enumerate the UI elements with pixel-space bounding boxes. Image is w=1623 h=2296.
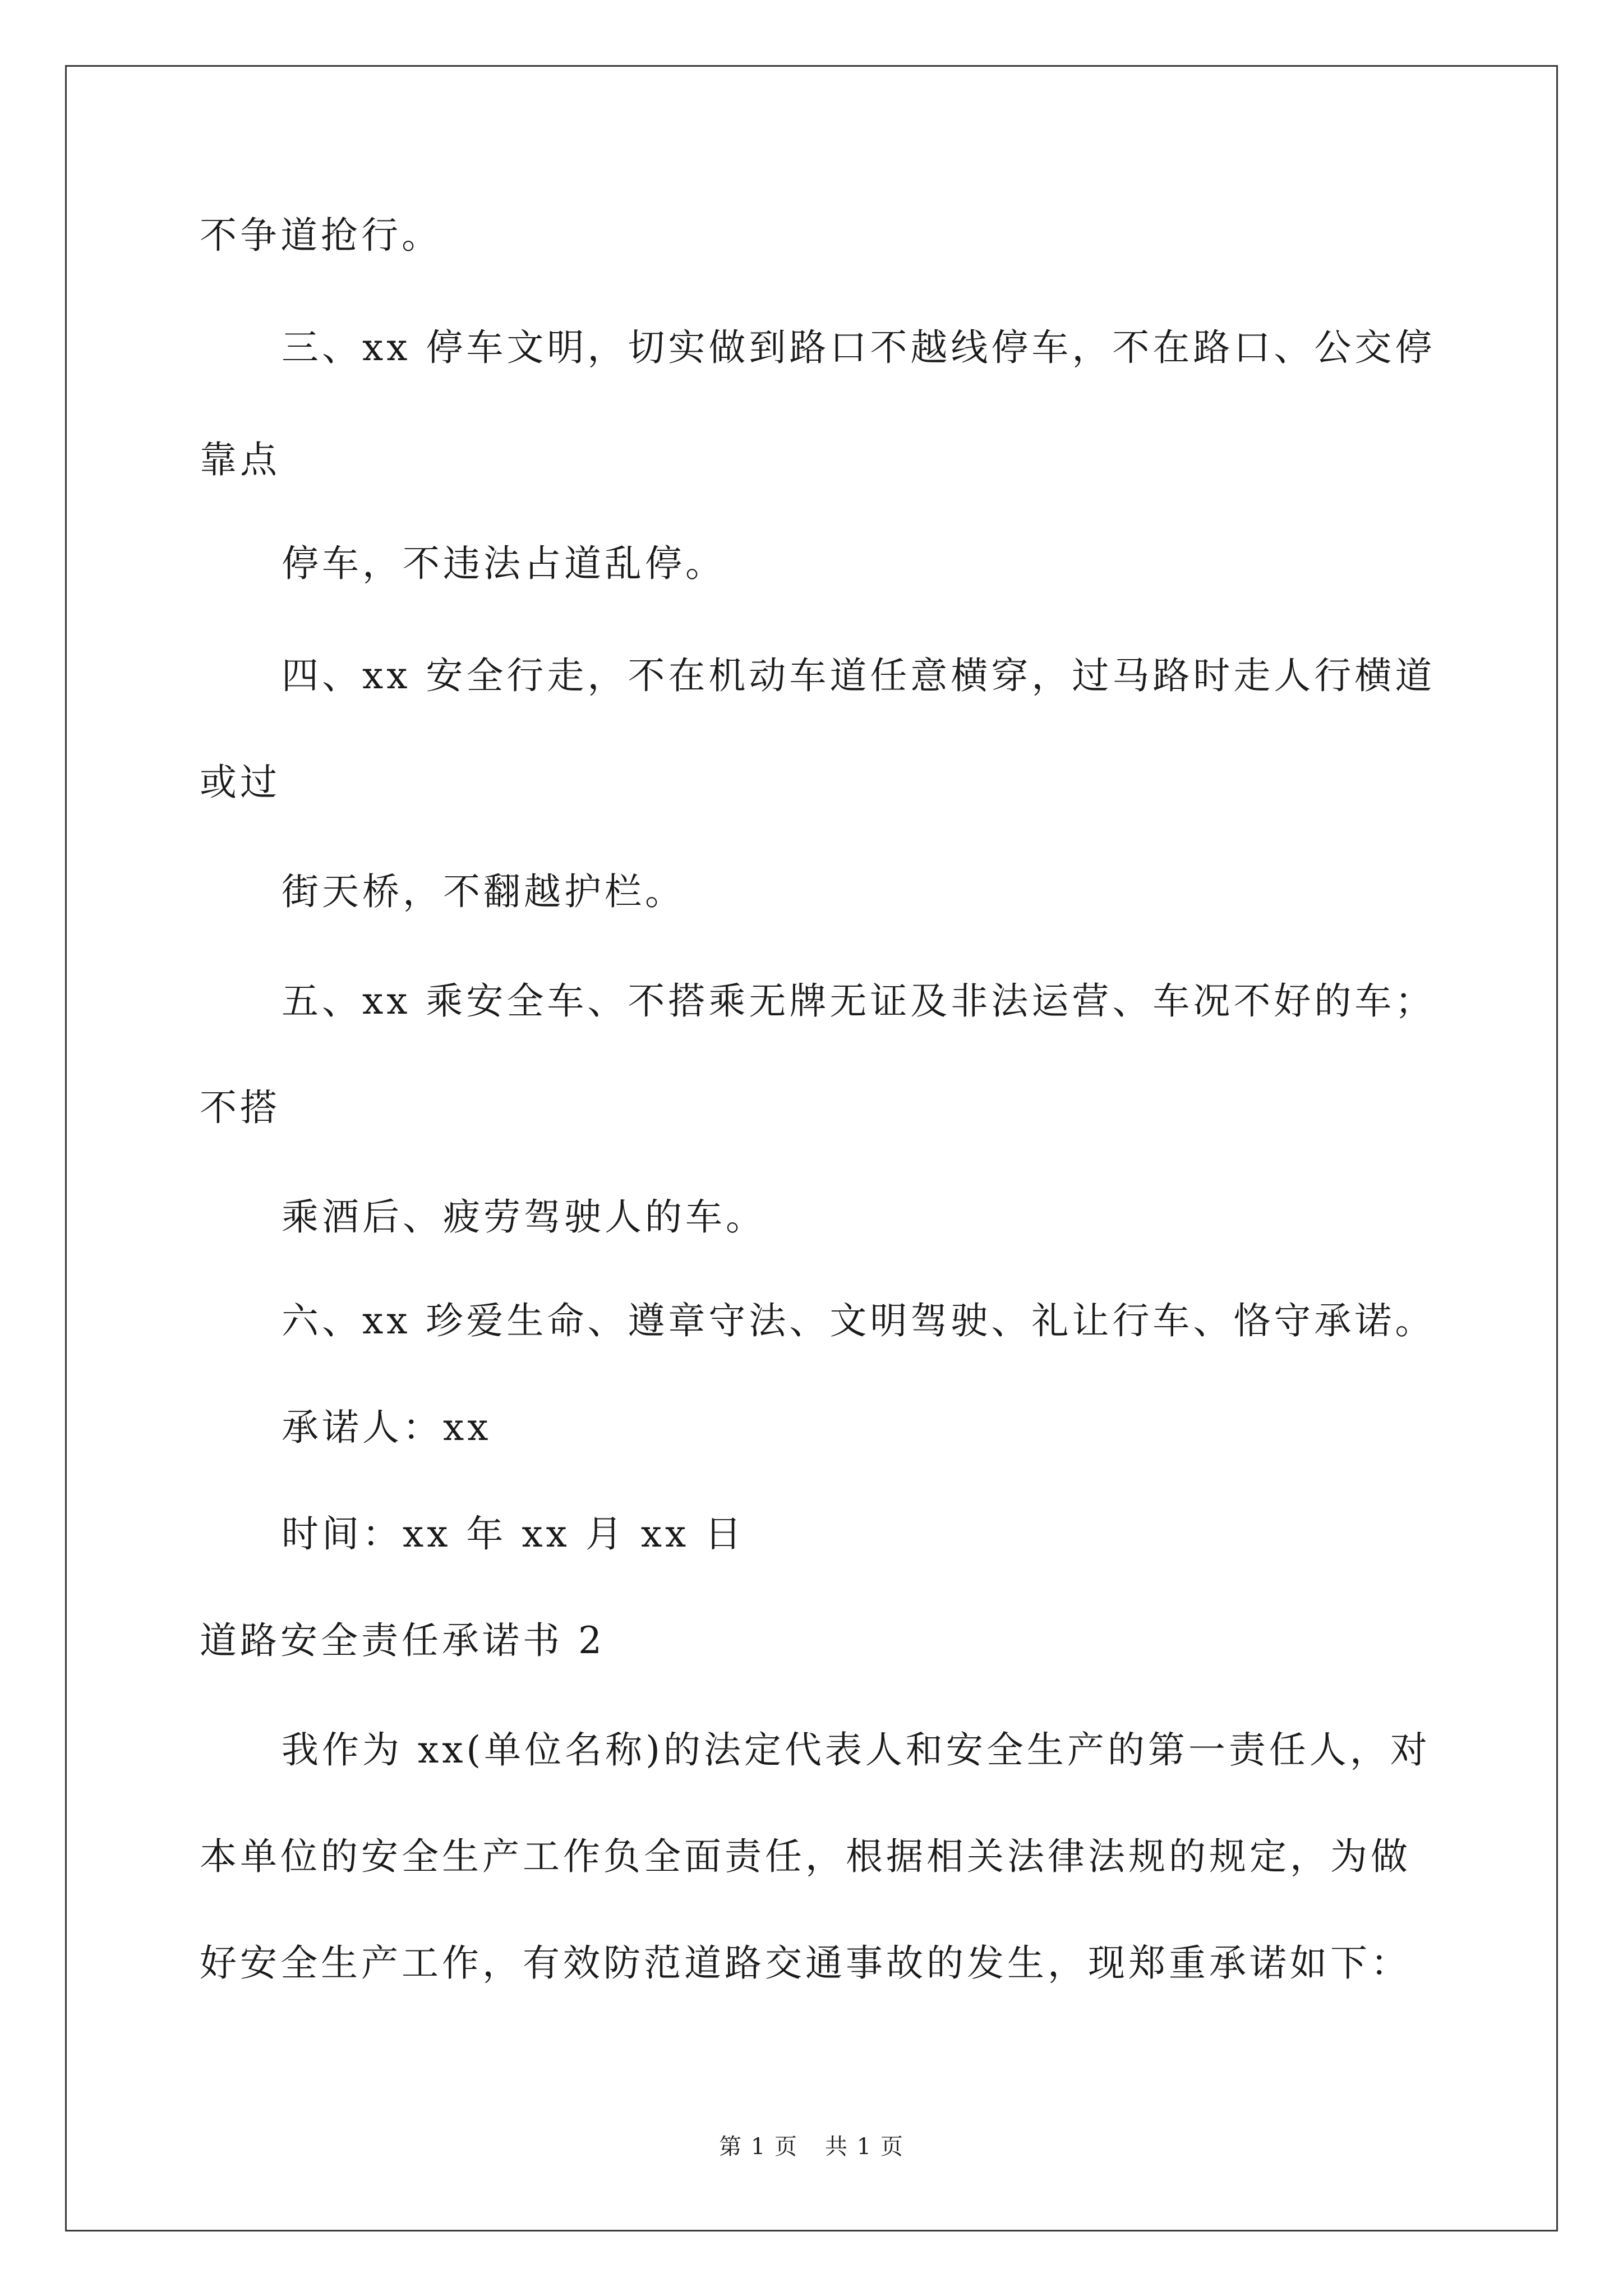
paragraph-line-1: 我作为 xx(单位名称)的法定代表人和安全生产的第一责任人，对 — [282, 1728, 1431, 1772]
page-number: 第 1 页 — [719, 2134, 798, 2160]
page-footer — [0, 2133, 1623, 2161]
body-line-1: 不争道抢行。 — [200, 214, 442, 257]
clause-four-line: 四、xx 安全行走，不在机动车道任意横穿，过马路时走人行横道 — [282, 654, 1436, 697]
clause-six-line: 六、xx 珍爱生命、遵章守法、文明驾驶、礼让行车、恪守承诺。 — [282, 1299, 1436, 1342]
paragraph-line-2: 本单位的安全生产工作负全面责任，根据相关法律法规的规定，为做 — [200, 1835, 1411, 1878]
clause-five-wrap: 不搭 — [200, 1086, 280, 1129]
clause-three-continuation: 停车，不违法占道乱停。 — [282, 542, 726, 585]
clause-five-line: 五、xx 乘安全车、不搭乘无牌无证及非法运营、车况不好的车； — [282, 979, 1436, 1023]
clause-four-continuation: 街天桥，不翻越护栏。 — [282, 870, 685, 913]
section-heading: 道路安全责任承诺书 2 — [200, 1619, 605, 1662]
clause-four-wrap: 或过 — [200, 761, 280, 804]
page-total: 共 1 页 — [825, 2134, 904, 2160]
date-line: 时间：xx 年 xx 月 xx 日 — [282, 1512, 745, 1556]
paragraph-line-3: 好安全生产工作，有效防范道路交通事故的发生，现郑重承诺如下： — [200, 1941, 1411, 1985]
signatory-line: 承诺人：xx — [282, 1406, 492, 1449]
clause-three-wrap: 靠点 — [200, 438, 280, 481]
clause-three-line: 三、xx 停车文明，切实做到路口不越线停车，不在路口、公交停 — [282, 326, 1436, 369]
page-border — [65, 65, 1558, 2231]
clause-five-continuation: 乘酒后、疲劳驾驶人的车。 — [282, 1195, 766, 1239]
